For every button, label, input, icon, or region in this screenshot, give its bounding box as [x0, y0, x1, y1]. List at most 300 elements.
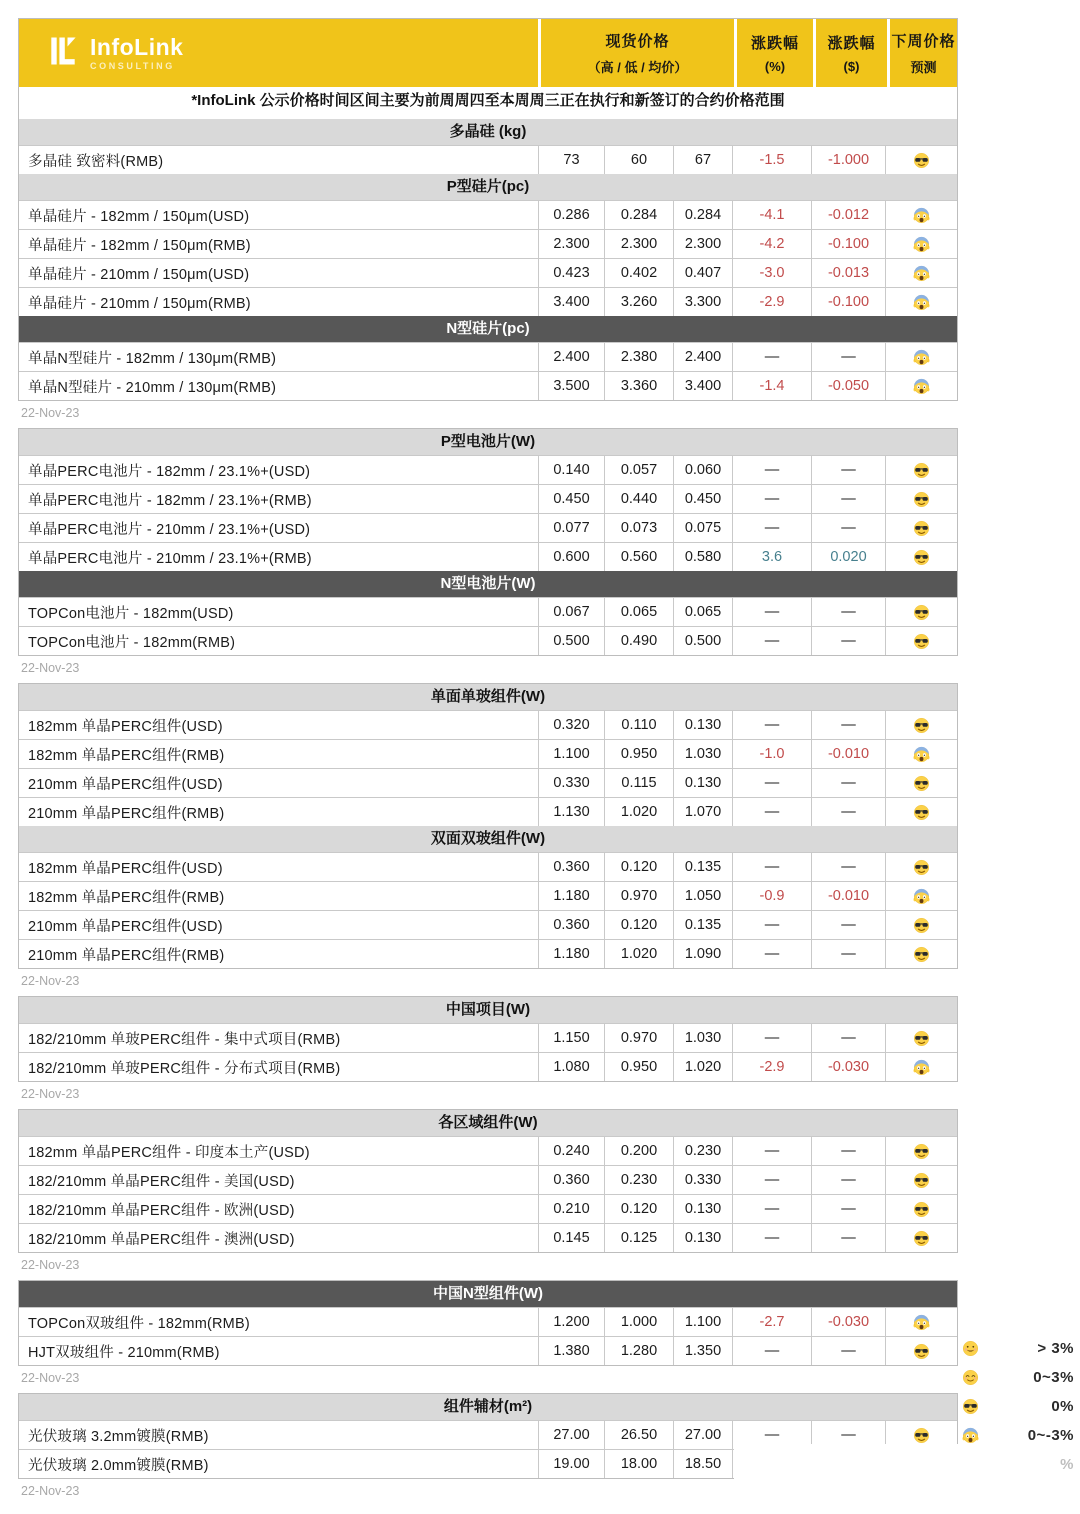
price-high: 0.500	[538, 627, 604, 655]
table-row	[19, 939, 957, 968]
price-low: 0.120	[604, 853, 673, 881]
price-low: 0.490	[604, 627, 673, 655]
table-row	[19, 229, 957, 258]
table-row	[19, 1052, 957, 1081]
product-label: 182mm 单晶PERC组件(USD)	[28, 860, 223, 877]
change-usd: —	[811, 798, 885, 826]
price-low: 0.073	[604, 514, 673, 542]
change-usd: -0.100	[811, 288, 885, 316]
product-label: 210mm 单晶PERC组件(RMB)	[28, 805, 225, 822]
change-usd: —	[811, 598, 885, 626]
legend-label: %	[1060, 1456, 1074, 1473]
date-stamp: 22-Nov-23	[21, 1371, 80, 1385]
change-usd: -1.000	[811, 146, 885, 174]
forecast-cell	[885, 1224, 957, 1252]
product-label: TOPCon电池片 - 182mm(USD)	[28, 605, 234, 622]
date-stamp: 22-Nov-23	[21, 661, 80, 675]
screaming-face-icon	[913, 349, 930, 366]
table-row	[19, 768, 957, 797]
change-pct: —	[732, 798, 811, 826]
section-header: N型电池片(W)	[19, 571, 957, 597]
price-avg: 1.350	[673, 1337, 732, 1365]
table-row	[19, 1023, 957, 1052]
product-label: 210mm 单晶PERC组件(USD)	[28, 918, 223, 935]
date-stamp: 22-Nov-23	[21, 1087, 80, 1101]
price-high: 0.210	[538, 1195, 604, 1223]
price-table-block	[18, 18, 958, 401]
product-label: 单晶N型硅片 - 210mm / 130μm(RMB)	[28, 379, 277, 396]
product-label: 182mm 单晶PERC组件(USD)	[28, 718, 223, 735]
change-usd: -0.030	[811, 1308, 885, 1336]
sunglasses-face-icon	[913, 462, 930, 479]
change-pct: -2.9	[732, 1053, 811, 1081]
logo-brand-text: InfoLink	[90, 34, 184, 60]
change-usd: —	[811, 711, 885, 739]
table-row	[19, 287, 957, 316]
product-label: 单晶硅片 - 182mm / 150μm(USD)	[28, 208, 250, 225]
price-high: 0.360	[538, 1166, 604, 1194]
white-overlay-patch	[734, 1444, 961, 1486]
price-low: 0.065	[604, 598, 673, 626]
price-high: 1.200	[538, 1308, 604, 1336]
price-table-block	[18, 996, 958, 1082]
legend-item	[962, 1334, 1074, 1363]
price-high: 2.300	[538, 230, 604, 258]
change-pct: -3.0	[732, 259, 811, 287]
sunglasses-face-icon	[913, 946, 930, 963]
product-label: TOPCon电池片 - 182mm(RMB)	[28, 634, 236, 651]
price-high: 0.240	[538, 1137, 604, 1165]
change-pct: —	[732, 940, 811, 968]
product-label: HJT双玻组件 - 210mm(RMB)	[28, 1344, 220, 1361]
forecast-cell	[885, 882, 957, 910]
price-low: 18.00	[604, 1450, 673, 1478]
section-header: 组件辅材(m²)	[19, 1394, 957, 1420]
price-table-area	[18, 18, 958, 1506]
product-label: 多晶硅 致密料(RMB)	[28, 153, 164, 170]
date-stamp: 22-Nov-23	[21, 1258, 80, 1272]
price-avg: 1.020	[673, 1053, 732, 1081]
section-header: 中国项目(W)	[19, 997, 957, 1023]
price-low: 2.380	[604, 343, 673, 371]
table-row	[19, 542, 957, 571]
price-table-block	[18, 1109, 958, 1253]
product-label: 单晶硅片 - 210mm / 150μm(USD)	[28, 266, 250, 283]
date-stamp: 22-Nov-23	[21, 1484, 80, 1498]
table-row	[19, 1194, 957, 1223]
sunglasses-face-icon	[913, 1230, 930, 1247]
change-usd: -0.010	[811, 882, 885, 910]
price-avg: 1.050	[673, 882, 732, 910]
price-low: 1.020	[604, 798, 673, 826]
table-row	[19, 342, 957, 371]
product-label: TOPCon双玻组件 - 182mm(RMB)	[28, 1315, 250, 1332]
price-low: 0.057	[604, 456, 673, 484]
price-low: 0.440	[604, 485, 673, 513]
change-usd: —	[811, 1421, 885, 1449]
forecast-cell	[885, 514, 957, 542]
table-row	[19, 1336, 957, 1365]
price-low: 0.950	[604, 740, 673, 768]
forecast-cell	[885, 627, 957, 655]
sunglasses-face-icon	[913, 859, 930, 876]
price-avg: 0.065	[673, 598, 732, 626]
price-low: 1.020	[604, 940, 673, 968]
price-low: 1.000	[604, 1308, 673, 1336]
change-usd: -0.013	[811, 259, 885, 287]
sunglasses-face-icon	[913, 1343, 930, 1360]
price-low: 0.200	[604, 1137, 673, 1165]
date-stamp: 22-Nov-23	[21, 406, 80, 420]
price-low: 0.970	[604, 882, 673, 910]
sunglasses-face-icon	[913, 717, 930, 734]
price-high: 0.320	[538, 711, 604, 739]
price-low: 0.284	[604, 201, 673, 229]
change-usd: —	[811, 853, 885, 881]
product-label: 182/210mm 单晶PERC组件 - 欧洲(USD)	[28, 1202, 295, 1219]
change-usd: —	[811, 1024, 885, 1052]
forecast-cell	[885, 1024, 957, 1052]
table-row	[19, 626, 957, 655]
price-low: 0.950	[604, 1053, 673, 1081]
price-high: 1.380	[538, 1337, 604, 1365]
screaming-face-icon	[913, 265, 930, 282]
forecast-cell	[885, 1308, 957, 1336]
change-pct: —	[732, 1024, 811, 1052]
date-stamp: 22-Nov-23	[21, 974, 80, 988]
screaming-face-icon	[913, 746, 930, 763]
price-avg: 0.135	[673, 911, 732, 939]
table-row	[19, 145, 957, 174]
forecast-cell	[885, 598, 957, 626]
table-row	[19, 1307, 957, 1336]
forecast-cell	[885, 201, 957, 229]
price-low: 2.300	[604, 230, 673, 258]
table-row	[19, 1223, 957, 1252]
change-usd: —	[811, 456, 885, 484]
forecast-cell	[885, 940, 957, 968]
change-usd: —	[811, 343, 885, 371]
product-label: 210mm 单晶PERC组件(USD)	[28, 776, 223, 793]
table-row	[19, 597, 957, 626]
price-low: 3.260	[604, 288, 673, 316]
product-label: 210mm 单晶PERC组件(RMB)	[28, 947, 225, 964]
screaming-face-icon	[913, 236, 930, 253]
column-header-change-pct: 涨跌幅 (%)	[734, 19, 813, 87]
price-high: 1.150	[538, 1024, 604, 1052]
change-pct: —	[732, 1195, 811, 1223]
change-pct: -1.0	[732, 740, 811, 768]
change-pct: -1.4	[732, 372, 811, 400]
screaming-face-icon	[962, 1427, 979, 1444]
change-pct: 3.6	[732, 543, 811, 571]
table-row	[19, 797, 957, 826]
price-high: 1.180	[538, 882, 604, 910]
change-pct: —	[732, 1166, 811, 1194]
screaming-face-icon	[913, 207, 930, 224]
change-usd: —	[811, 911, 885, 939]
price-high: 0.286	[538, 201, 604, 229]
forecast-cell	[885, 288, 957, 316]
price-avg: 0.580	[673, 543, 732, 571]
product-label: 光伏玻璃 2.0mm镀膜(RMB)	[28, 1457, 209, 1474]
price-low: 0.110	[604, 711, 673, 739]
price-high: 0.360	[538, 911, 604, 939]
section-header: 双面双玻组件(W)	[19, 826, 957, 852]
forecast-cell	[885, 740, 957, 768]
price-avg: 27.00	[673, 1421, 732, 1449]
price-high: 2.400	[538, 343, 604, 371]
forecast-cell	[885, 230, 957, 258]
table-row	[19, 739, 957, 768]
product-label: 单晶PERC电池片 - 210mm / 23.1%+(RMB)	[28, 550, 312, 567]
column-header-change-usd: 涨跌幅 ($)	[813, 19, 887, 87]
change-pct: —	[732, 853, 811, 881]
price-high: 1.130	[538, 798, 604, 826]
screaming-face-icon	[913, 294, 930, 311]
price-high: 0.450	[538, 485, 604, 513]
change-usd: —	[811, 1166, 885, 1194]
product-label: 182/210mm 单玻PERC组件 - 集中式项目(RMB)	[28, 1031, 341, 1048]
table-row	[19, 852, 957, 881]
change-usd: —	[811, 769, 885, 797]
sunglasses-face-icon	[962, 1398, 979, 1415]
product-label: 光伏玻璃 3.2mm镀膜(RMB)	[28, 1428, 209, 1445]
sunglasses-face-icon	[913, 917, 930, 934]
product-label: 182/210mm 单玻PERC组件 - 分布式项目(RMB)	[28, 1060, 341, 1077]
change-usd: —	[811, 1195, 885, 1223]
price-avg: 0.130	[673, 769, 732, 797]
column-header-spot-price: 现货价格 （高 / 低 / 均价）	[538, 19, 734, 87]
legend-label: 0~3%	[1033, 1369, 1074, 1386]
table-row	[19, 1165, 957, 1194]
change-pct: —	[732, 769, 811, 797]
table-row	[19, 258, 957, 287]
change-usd: —	[811, 627, 885, 655]
price-high: 1.100	[538, 740, 604, 768]
table-row	[19, 710, 957, 739]
price-avg: 1.090	[673, 940, 732, 968]
legend-item	[962, 1450, 1074, 1479]
sunglasses-face-icon	[913, 1427, 930, 1444]
change-pct: —	[732, 1421, 811, 1449]
product-label: 182mm 单晶PERC组件(RMB)	[28, 747, 225, 764]
price-avg: 0.130	[673, 1195, 732, 1223]
price-avg: 3.300	[673, 288, 732, 316]
price-high: 3.400	[538, 288, 604, 316]
price-high: 0.423	[538, 259, 604, 287]
change-usd: -0.012	[811, 201, 885, 229]
price-avg: 0.075	[673, 514, 732, 542]
sunglasses-face-icon	[913, 491, 930, 508]
forecast-cell	[885, 1337, 957, 1365]
price-low: 0.120	[604, 911, 673, 939]
sunglasses-face-icon	[913, 1201, 930, 1218]
price-avg: 2.400	[673, 343, 732, 371]
price-table-block	[18, 1280, 958, 1366]
logo-sub-text: CONSULTING	[90, 61, 175, 71]
sunglasses-face-icon	[913, 549, 930, 566]
change-usd: —	[811, 485, 885, 513]
forecast-cell	[885, 853, 957, 881]
product-label: 单晶PERC电池片 - 182mm / 23.1%+(USD)	[28, 463, 311, 480]
price-high: 0.145	[538, 1224, 604, 1252]
change-pct: —	[732, 343, 811, 371]
section-header: 各区域组件(W)	[19, 1110, 957, 1136]
block-sections	[19, 119, 957, 400]
change-pct: —	[732, 1224, 811, 1252]
price-low: 0.560	[604, 543, 673, 571]
change-usd: —	[811, 940, 885, 968]
price-low: 0.230	[604, 1166, 673, 1194]
price-avg: 3.400	[673, 372, 732, 400]
legend-item	[962, 1392, 1074, 1421]
price-table-block	[18, 428, 958, 656]
forecast-legend	[962, 1334, 1074, 1479]
section-header: P型硅片(pc)	[19, 174, 957, 200]
legend-label: 0%	[1051, 1398, 1074, 1415]
forecast-cell	[885, 146, 957, 174]
change-pct: -0.9	[732, 882, 811, 910]
sunglasses-face-icon	[913, 804, 930, 821]
price-avg: 1.030	[673, 1024, 732, 1052]
table-row	[19, 371, 957, 400]
price-low: 1.280	[604, 1337, 673, 1365]
legend-item	[962, 1421, 1074, 1450]
sunglasses-face-icon	[913, 633, 930, 650]
forecast-cell	[885, 1053, 957, 1081]
change-pct: -2.9	[732, 288, 811, 316]
change-pct: —	[732, 598, 811, 626]
table-row	[19, 455, 957, 484]
section-header: 单面单玻组件(W)	[19, 684, 957, 710]
price-high: 0.360	[538, 853, 604, 881]
forecast-cell	[885, 259, 957, 287]
table-row	[19, 513, 957, 542]
infolink-logo	[19, 19, 538, 87]
price-high: 1.180	[538, 940, 604, 968]
forecast-cell	[885, 769, 957, 797]
forecast-cell	[885, 1137, 957, 1165]
price-note: *InfoLink 公示价格时间区间主要为前周周四至本周周三正在执行和新签订的合约价格范围	[19, 87, 957, 119]
price-avg: 1.100	[673, 1308, 732, 1336]
price-high: 0.330	[538, 769, 604, 797]
price-high: 0.600	[538, 543, 604, 571]
product-label: 单晶PERC电池片 - 182mm / 23.1%+(RMB)	[28, 492, 312, 509]
price-avg: 0.130	[673, 711, 732, 739]
sunglasses-face-icon	[913, 1030, 930, 1047]
price-avg: 18.50	[673, 1450, 732, 1478]
change-pct: -4.1	[732, 201, 811, 229]
forecast-cell	[885, 911, 957, 939]
price-avg: 0.230	[673, 1137, 732, 1165]
change-pct: —	[732, 514, 811, 542]
product-label: 单晶PERC电池片 - 210mm / 23.1%+(USD)	[28, 521, 311, 538]
price-avg: 0.060	[673, 456, 732, 484]
table-row	[19, 910, 957, 939]
forecast-cell	[885, 798, 957, 826]
change-pct: —	[732, 456, 811, 484]
price-avg: 0.500	[673, 627, 732, 655]
table-row	[19, 881, 957, 910]
product-label: 182/210mm 单晶PERC组件 - 澳洲(USD)	[28, 1231, 295, 1248]
price-high: 19.00	[538, 1450, 604, 1478]
change-pct: —	[732, 485, 811, 513]
change-usd: —	[811, 1224, 885, 1252]
change-usd: —	[811, 1137, 885, 1165]
price-table-block	[18, 683, 958, 969]
sunglasses-face-icon	[913, 520, 930, 537]
sunglasses-face-icon	[913, 775, 930, 792]
sunglasses-face-icon	[913, 1172, 930, 1189]
section-header: P型电池片(W)	[19, 429, 957, 455]
product-label: 单晶硅片 - 210mm / 150μm(RMB)	[28, 295, 251, 312]
screaming-face-icon	[913, 1059, 930, 1076]
price-avg: 0.407	[673, 259, 732, 287]
price-avg: 2.300	[673, 230, 732, 258]
price-high: 0.140	[538, 456, 604, 484]
price-high: 27.00	[538, 1421, 604, 1449]
price-high: 1.080	[538, 1053, 604, 1081]
price-high: 3.500	[538, 372, 604, 400]
price-avg: 1.030	[673, 740, 732, 768]
forecast-cell	[885, 456, 957, 484]
product-label: 182mm 单晶PERC组件 - 印度本土产(USD)	[28, 1144, 310, 1161]
table-row	[19, 484, 957, 513]
forecast-cell	[885, 1166, 957, 1194]
big-smile-face-icon	[962, 1340, 979, 1357]
product-label: 单晶硅片 - 182mm / 150μm(RMB)	[28, 237, 251, 254]
change-pct: -2.7	[732, 1308, 811, 1336]
forecast-cell	[885, 543, 957, 571]
price-high: 73	[538, 146, 604, 174]
price-avg: 0.330	[673, 1166, 732, 1194]
forecast-cell	[885, 1195, 957, 1223]
price-avg: 0.450	[673, 485, 732, 513]
screaming-face-icon	[913, 1314, 930, 1331]
price-low: 60	[604, 146, 673, 174]
sunglasses-face-icon	[913, 1143, 930, 1160]
legend-label: > 3%	[1037, 1340, 1074, 1357]
price-low: 0.115	[604, 769, 673, 797]
change-usd: -0.030	[811, 1053, 885, 1081]
price-high: 0.077	[538, 514, 604, 542]
change-usd: -0.010	[811, 740, 885, 768]
change-pct: —	[732, 911, 811, 939]
forecast-cell	[885, 485, 957, 513]
change-usd: —	[811, 514, 885, 542]
change-usd: 0.020	[811, 543, 885, 571]
table-header	[19, 19, 957, 87]
price-low: 0.125	[604, 1224, 673, 1252]
price-low: 0.120	[604, 1195, 673, 1223]
change-usd: —	[811, 1337, 885, 1365]
price-low: 0.970	[604, 1024, 673, 1052]
forecast-cell	[885, 372, 957, 400]
change-pct: —	[732, 627, 811, 655]
section-header: 中国N型组件(W)	[19, 1281, 957, 1307]
screaming-face-icon	[913, 888, 930, 905]
change-usd: -0.100	[811, 230, 885, 258]
change-pct: —	[732, 1137, 811, 1165]
change-pct: —	[732, 1337, 811, 1365]
infolink-monogram-icon	[45, 33, 81, 74]
product-label: 单晶N型硅片 - 182mm / 130μm(RMB)	[28, 350, 277, 367]
price-avg: 1.070	[673, 798, 732, 826]
price-low: 3.360	[604, 372, 673, 400]
product-label: 182/210mm 单晶PERC组件 - 美国(USD)	[28, 1173, 295, 1190]
price-avg: 0.135	[673, 853, 732, 881]
